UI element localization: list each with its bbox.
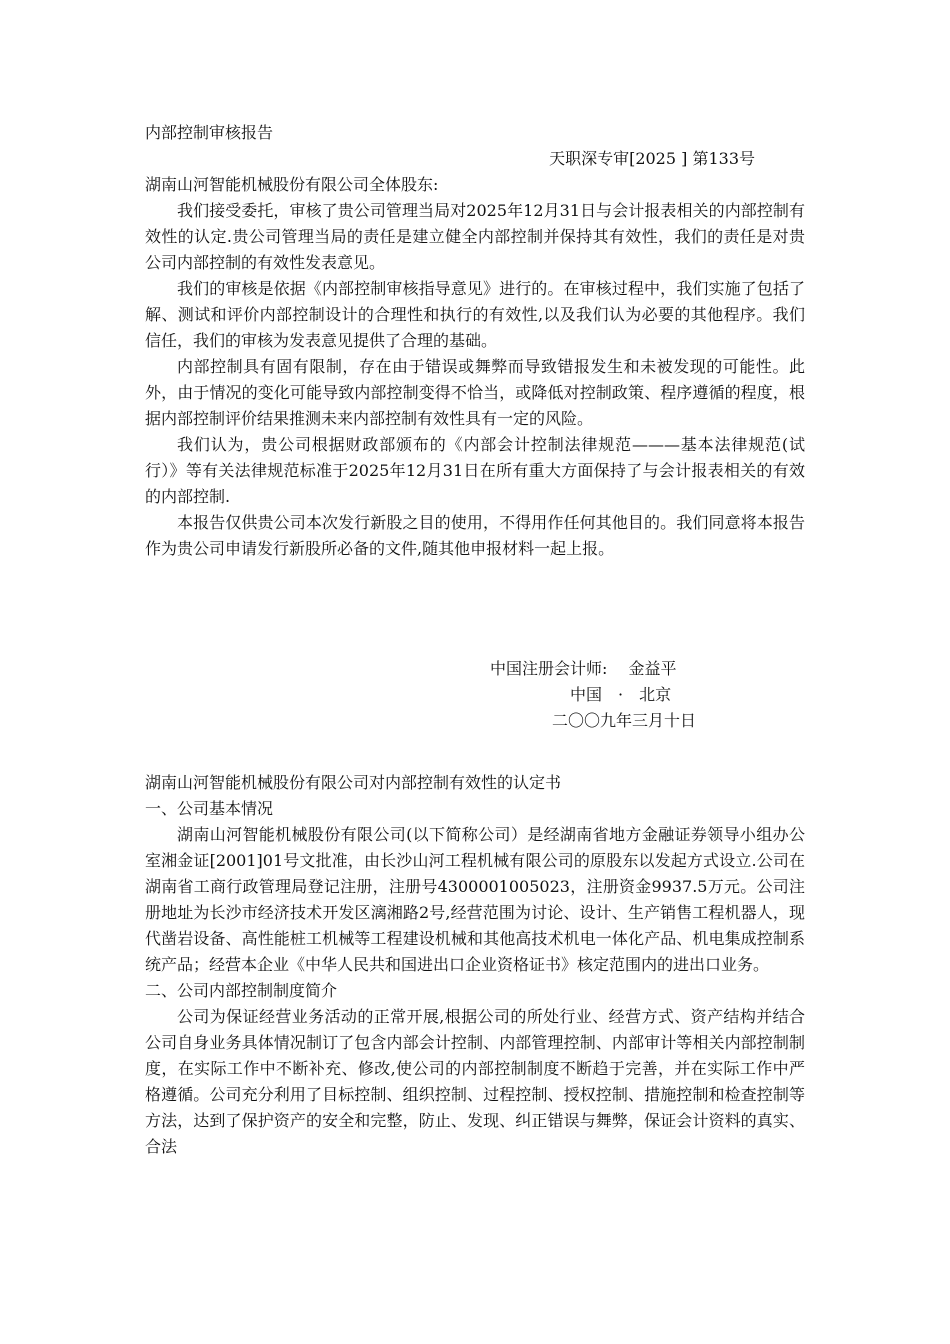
report-paragraph-limitations: 内部控制具有固有限制，存在由于错误或舞弊而导致错报发生和未被发现的可能性。此外，由于情况的变化可能导致内部控制变得不恰当，或降低对控制政策、程序遵循的程度，根据内部控制评价结果推测未来内部控制有效性具有一定的风险。 [145,357,805,428]
statement-section [145,770,805,1160]
report-paragraph-engagement: 我们接受委托，审核了贵公司管理当局对2025年12月31日与会计报表相关的内部控制有效性的认定.贵公司管理当局的责任是建立健全内部控制并保持其有效性，我们的责任是对贵公司内部控制的有效性发表意见。 [145,201,805,272]
section-heading-internal-control: 二、公司内部控制制度简介 [145,981,338,1000]
document-page [145,120,805,1160]
report-addressee: 湖南山河智能机械股份有限公司全体股东: [145,175,439,194]
company-overview-paragraph: 湖南山河智能机械股份有限公司(以下简称公司）是经湖南省地方金融证券领导小组办公室湘金证[2001]01号文批准，由长沙山河工程机械有限公司的原股东以发起方式设立.公司在湖南省工商行政管理局登记注册，注册号4300001005023，注册资金9937.5万元。公司注册地址为长沙市经济技术开发区漓湘路2号,经营范围为讨论、设计、生产销售工程机器人，现代凿岩设备、高性能桩工机械等工程建设机械和其他高技术机电一体化产品、机电集成控制系统产品；经营本企业《中华人民共和国进出口企业资格证书》核定范围内的进出口业务。 [145,825,805,974]
signature-date: 二〇〇九年三月十日 [552,711,697,730]
report-reference-number: 天职深专审[2025 ] 第133号 [549,149,755,168]
section-heading-company-overview: 一、公司基本情况 [145,799,274,818]
signature-location: 中国 · 北京 [570,685,672,704]
report-paragraph-basis: 我们的审核是依据《内部控制审核指导意见》进行的。在审核过程中，我们实施了包括了解、测试和评价内部控制设计的合理性和执行的有效性,以及我们认为必要的其他程序。我们信任，我们的审核为发表意见提供了合理的基础。 [145,279,805,350]
statement-title: 湖南山河智能机械股份有限公司对内部控制有效性的认定书 [145,773,562,792]
report-paragraph-usage: 本报告仅供贵公司本次发行新股之目的使用，不得用作任何其他目的。我们同意将本报告作为贵公司申请发行新股所必备的文件,随其他申报材料一起上报。 [145,513,805,558]
internal-control-paragraph: 公司为保证经营业务活动的正常开展,根据公司的所处行业、经营方式、资产结构并结合公司自身业务具体情况制订了包含内部会计控制、内部管理控制、内部审计等相关内部控制制度，在实际工作中不断补充、修改,使公司的内部控制制度不断趋于完善，并在实际工作中严格遵循。公司充分利用了目标控制、组织控制、过程控制、授权控制、措施控制和检查控制等方法，达到了保护资产的安全和完整，防止、发现、纠正错误与舞弊，保证会计资料的真实、合法 [145,1007,805,1156]
report-title: 内部控制审核报告 [145,123,274,142]
signature-block [490,656,790,734]
signature-accountant: 中国注册会计师: 金益平 [490,659,677,678]
report-paragraph-opinion: 我们认为，贵公司根据财政部颁布的《内部会计控制法律规范———基本法律规范(试行）》等有关法律规范标准于2025年12月31日在所有重大方面保持了与会计报表相关的有效的内部控制. [145,435,805,506]
